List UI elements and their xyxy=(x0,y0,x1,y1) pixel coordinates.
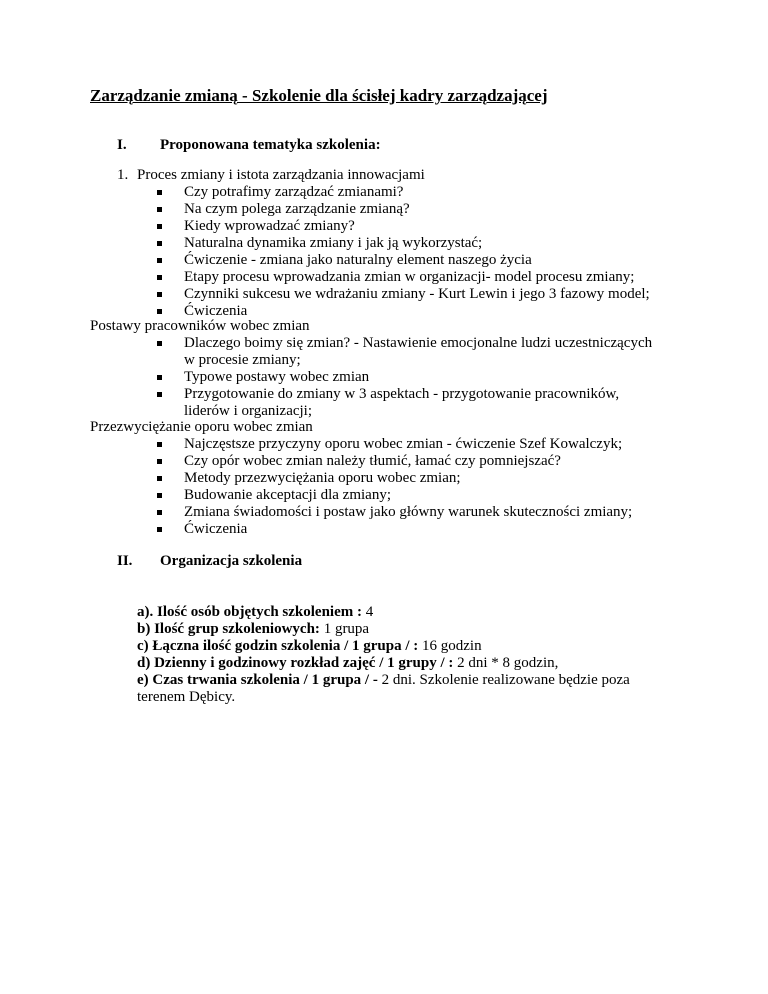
list-item-text: Czy opór wobec zmian należy tłumić, łamać czy pomniejszać? xyxy=(184,453,561,469)
document-title: Zarządzanie zmianą - Szkolenie dla ścisłej kadry zarządzającej xyxy=(90,86,548,105)
organization-item-a-value: 4 xyxy=(365,604,374,620)
list-item-text: Etapy procesu wprowadzania zmian w organizacji- model procesu zmiany; xyxy=(184,269,635,285)
list-item-text: Typowe postawy wobec zmian xyxy=(184,369,370,385)
bullet-icon xyxy=(157,241,162,246)
list-item-text: Metody przezwyciężania oporu wobec zmian; xyxy=(184,470,461,486)
list-item-continuation: w procesie zmiany; xyxy=(184,352,301,368)
list-item-text: Najczęstsze przyczyny oporu wobec zmian - ćwiczenie Szef Kowalczyk; xyxy=(184,436,623,452)
section-1-heading: Proponowana tematyka szkolenia: xyxy=(160,137,381,153)
topic-1-number: 1. xyxy=(117,167,129,183)
list-item-text: Dlaczego boimy się zmian? - Nastawienie emocjonalne ludzi uczestniczących xyxy=(184,335,653,351)
list-item-text: Budowanie akceptacji dla zmiany; xyxy=(184,487,392,503)
list-item-text: Ćwiczenia xyxy=(184,303,248,319)
bullet-icon xyxy=(157,442,162,447)
section-2-heading: Organizacja szkolenia xyxy=(160,553,303,569)
list-item-text: Na czym polega zarządzanie zmianą? xyxy=(184,201,410,217)
list-item-text: Przygotowanie do zmiany w 3 aspektach - przygotowanie pracowników, xyxy=(184,386,620,402)
organization-item-c xyxy=(137,638,482,655)
topic-3-label: Przezwyciężanie oporu wobec zmian xyxy=(90,419,313,435)
bullet-icon xyxy=(157,224,162,229)
section-1-numeral: I. xyxy=(117,137,127,153)
bullet-icon xyxy=(157,527,162,532)
organization-item-d-value: 2 dni * 8 godzin, xyxy=(453,655,559,671)
bullet-icon xyxy=(157,258,162,263)
bullet-icon xyxy=(157,309,162,314)
bullet-icon xyxy=(157,476,162,481)
organization-item-a xyxy=(137,604,373,621)
organization-item-e xyxy=(137,672,630,689)
list-item-continuation: liderów i organizacji; xyxy=(184,403,313,419)
organization-item-e-continuation: terenem Dębicy. xyxy=(137,689,236,705)
bullet-icon xyxy=(157,292,162,297)
organization-item-c-label: c) Łączna ilość godzin szkolenia / 1 grupa / : xyxy=(137,638,422,654)
bullet-icon xyxy=(157,207,162,212)
organization-item-e-label: e) Czas trwania szkolenia / 1 grupa / - xyxy=(137,672,382,688)
bullet-icon xyxy=(157,341,162,346)
list-item-text: Zmiana świadomości i postaw jako główny warunek skuteczności zmiany; xyxy=(184,504,633,520)
organization-item-c-value: 16 godzin xyxy=(422,638,482,654)
organization-item-b-value: 1 grupa xyxy=(319,621,370,637)
topic-2-label: Postawy pracowników wobec zmian xyxy=(90,318,310,334)
list-item-text: Czynniki sukcesu we wdrażaniu zmiany - Kurt Lewin i jego 3 fazowy model; xyxy=(184,286,650,302)
organization-item-a-label: a). Ilość osób objętych szkoleniem : xyxy=(137,604,366,620)
organization-item-b-label: b) Ilość grup szkoleniowych: xyxy=(137,621,320,637)
organization-item-b xyxy=(137,621,369,638)
organization-item-d xyxy=(137,655,558,672)
bullet-icon xyxy=(157,459,162,464)
list-item-text: Naturalna dynamika zmiany i jak ją wykorzystać; xyxy=(184,235,483,251)
list-item-text: Ćwiczenia xyxy=(184,521,248,537)
bullet-icon xyxy=(157,375,162,380)
bullet-icon xyxy=(157,190,162,195)
bullet-icon xyxy=(157,392,162,397)
bullet-icon xyxy=(157,493,162,498)
section-2-numeral: II. xyxy=(117,553,133,569)
bullet-icon xyxy=(157,510,162,515)
topic-1-label: Proces zmiany i istota zarządzania innowacjami xyxy=(137,167,425,183)
bullet-icon xyxy=(157,275,162,280)
list-item-text: Czy potrafimy zarządzać zmianami? xyxy=(184,184,404,200)
list-item-text: Kiedy wprowadzać zmiany? xyxy=(184,218,355,234)
list-item-text: Ćwiczenie - zmiana jako naturalny element naszego życia xyxy=(184,252,532,268)
organization-item-d-label: d) Dzienny i godzinowy rozkład zajęć / 1 grupy / : xyxy=(137,655,454,671)
organization-item-e-value: 2 dni. Szkolenie realizowane będzie poza xyxy=(381,672,630,688)
